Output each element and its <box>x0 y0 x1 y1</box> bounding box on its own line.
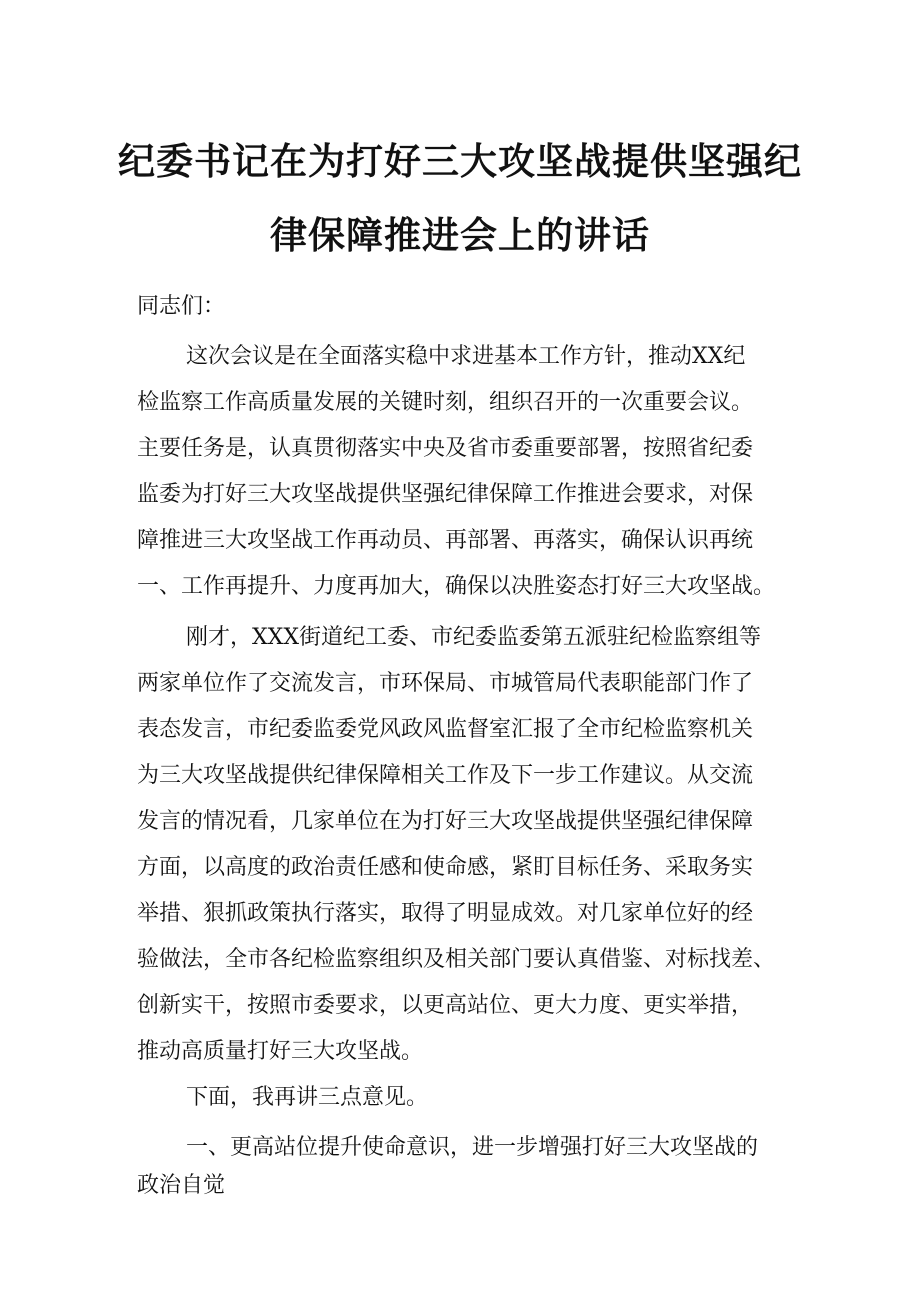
paragraph-2-line: 为三大攻坚战提供纪律保障相关工作及下一步工作建议。从交流 <box>137 763 754 788</box>
paragraph-2-line: 验做法，全市各纪检监察组织及相关部门要认真借鉴、对标找差、 <box>137 947 776 972</box>
paragraph-1-line: 检监察工作高质量发展的关键时刻，组织召开的一次重要会议。 <box>137 390 754 415</box>
paragraph-1-line: 监委为打好三大攻坚战提供坚强纪律保障工作推进会要求，对保 <box>137 482 754 507</box>
paragraph-3-line: 下面，我再讲三点意见。 <box>186 1085 429 1110</box>
paragraph-2-line: 推动高质量打好三大攻坚战。 <box>137 1039 424 1064</box>
section-heading-1-line: 一、更高站位提升使命意识，进一步增强打好三大攻坚战的 <box>186 1135 759 1160</box>
paragraph-1-line: 这次会议是在全面落实稳中求进基本工作方针，推动XX纪 <box>186 344 746 369</box>
paragraph-1-line: 障推进三大攻坚战工作再动员、再部署、再落实，确保认识再统 <box>137 528 754 553</box>
section-heading-1-line: 政治自觉 <box>137 1173 226 1198</box>
paragraph-2-line: 发言的情况看，几家单位在为打好三大攻坚战提供坚强纪律保障 <box>137 809 754 834</box>
paragraph-2-line: 举措、狠抓政策执行落实，取得了明显成效。对几家单位好的经 <box>137 901 754 926</box>
paragraph-2-line: 两家单位作了交流发言，市环保局、市城管局代表职能部门作了 <box>137 671 754 696</box>
paragraph-2-line: 创新实干，按照市委要求，以更高站位、更大力度、更实举措， <box>137 993 754 1018</box>
paragraph-2-line: 表态发言，市纪委监委党风政风监督室汇报了全市纪检监察机关 <box>137 717 754 742</box>
document-title-line-2: 律保障推进会上的讲话 <box>270 214 650 257</box>
salutation: 同志们： <box>137 294 226 319</box>
paragraph-1-line: 一、工作再提升、力度再加大，确保以决胜姿态打好三大攻坚战。 <box>137 574 776 599</box>
paragraph-1-line: 主要任务是，认真贯彻落实中央及省市委重要部署，按照省纪委 <box>137 436 754 461</box>
paragraph-2-line: 方面，以高度的政治责任感和使命感，紧盯目标任务、采取务实 <box>137 855 754 880</box>
paragraph-2-line: 刚才，XXX街道纪工委、市纪委监委第五派驻纪检监察组等 <box>186 625 761 650</box>
document-title-line-1: 纪委书记在为打好三大攻坚战提供坚强纪 <box>118 140 802 183</box>
